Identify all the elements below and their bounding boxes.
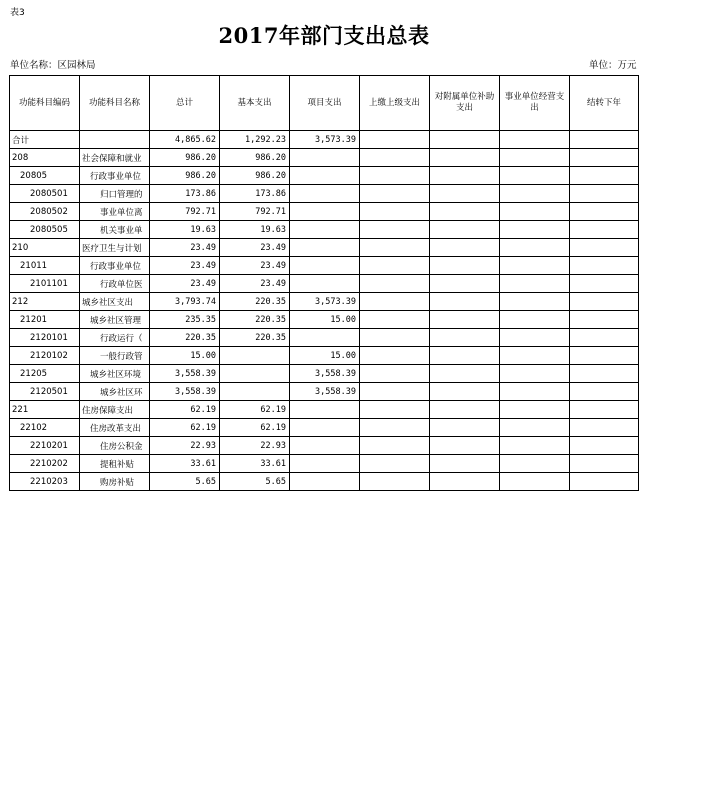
cell-total: 19.63 <box>150 221 220 239</box>
cell-operation <box>500 167 570 185</box>
cell-project <box>290 473 360 491</box>
cell-total: 33.61 <box>150 455 220 473</box>
cell-code: 2210203 <box>10 473 80 491</box>
cell-carryover <box>570 311 639 329</box>
cell-subsidy <box>430 185 500 203</box>
table-row <box>10 131 639 149</box>
cell-project <box>290 329 360 347</box>
column-header-total: 总计 <box>150 76 220 131</box>
cell-basic: 62.19 <box>220 401 290 419</box>
cell-remit <box>360 221 430 239</box>
cell-project: 3,558.39 <box>290 365 360 383</box>
cell-operation <box>500 437 570 455</box>
column-header-code: 功能科目编码 <box>10 76 80 131</box>
cell-operation <box>500 149 570 167</box>
cell-name: 住房保障支出 <box>80 401 150 419</box>
currency-unit-label: 单位：万元 <box>589 60 637 71</box>
table-row <box>10 167 639 185</box>
cell-code: 2120101 <box>10 329 80 347</box>
cell-subsidy <box>430 167 500 185</box>
cell-remit <box>360 437 430 455</box>
table-row <box>10 437 639 455</box>
cell-operation <box>500 203 570 221</box>
cell-name: 一般行政管 <box>80 347 150 365</box>
cell-remit <box>360 185 430 203</box>
cell-basic: 62.19 <box>220 419 290 437</box>
cell-name: 行政事业单位 <box>80 167 150 185</box>
cell-carryover <box>570 275 639 293</box>
cell-code: 22102 <box>10 419 80 437</box>
cell-name: 事业单位离 <box>80 203 150 221</box>
cell-code: 2210202 <box>10 455 80 473</box>
table-row <box>10 401 639 419</box>
cell-code: 208 <box>10 149 80 167</box>
cell-code: 2101101 <box>10 275 80 293</box>
cell-project: 15.00 <box>290 347 360 365</box>
table-row <box>10 221 639 239</box>
cell-code: 2080502 <box>10 203 80 221</box>
cell-operation <box>500 329 570 347</box>
cell-operation <box>500 365 570 383</box>
cell-operation <box>500 419 570 437</box>
cell-project <box>290 401 360 419</box>
cell-operation <box>500 383 570 401</box>
column-header-basic: 基本支出 <box>220 76 290 131</box>
cell-name: 行政运行（ <box>80 329 150 347</box>
cell-basic: 220.35 <box>220 293 290 311</box>
cell-operation <box>500 401 570 419</box>
cell-code: 2080501 <box>10 185 80 203</box>
cell-operation <box>500 311 570 329</box>
cell-remit <box>360 167 430 185</box>
cell-project <box>290 275 360 293</box>
cell-remit <box>360 455 430 473</box>
cell-carryover <box>570 383 639 401</box>
table-row <box>10 311 639 329</box>
cell-subsidy <box>430 473 500 491</box>
table-number-label: 表3 <box>10 8 25 18</box>
cell-name: 提租补贴 <box>80 455 150 473</box>
cell-name: 住房改革支出 <box>80 419 150 437</box>
cell-carryover <box>570 239 639 257</box>
cell-remit <box>360 347 430 365</box>
cell-remit <box>360 131 430 149</box>
cell-carryover <box>570 203 639 221</box>
table-row <box>10 365 639 383</box>
cell-basic: 220.35 <box>220 329 290 347</box>
cell-total: 4,865.62 <box>150 131 220 149</box>
cell-carryover <box>570 131 639 149</box>
cell-carryover <box>570 347 639 365</box>
cell-carryover <box>570 473 639 491</box>
cell-total: 3,793.74 <box>150 293 220 311</box>
table-row <box>10 185 639 203</box>
cell-name: 归口管理的 <box>80 185 150 203</box>
cell-code: 210 <box>10 239 80 257</box>
cell-basic: 1,292.23 <box>220 131 290 149</box>
cell-subsidy <box>430 347 500 365</box>
cell-project: 3,573.39 <box>290 131 360 149</box>
cell-basic: 22.93 <box>220 437 290 455</box>
cell-operation <box>500 221 570 239</box>
cell-code: 合计 <box>10 131 80 149</box>
cell-project <box>290 419 360 437</box>
cell-subsidy <box>430 239 500 257</box>
cell-code: 221 <box>10 401 80 419</box>
cell-operation <box>500 473 570 491</box>
cell-carryover <box>570 455 639 473</box>
cell-remit <box>360 239 430 257</box>
cell-subsidy <box>430 437 500 455</box>
cell-name: 医疗卫生与计划 <box>80 239 150 257</box>
cell-subsidy <box>430 293 500 311</box>
cell-code: 21201 <box>10 311 80 329</box>
cell-project <box>290 257 360 275</box>
cell-total: 235.35 <box>150 311 220 329</box>
cell-subsidy <box>430 221 500 239</box>
table-row <box>10 383 639 401</box>
column-header-operation: 事业单位经营支出 <box>500 76 570 131</box>
cell-carryover <box>570 185 639 203</box>
cell-total: 220.35 <box>150 329 220 347</box>
cell-name: 社会保障和就业 <box>80 149 150 167</box>
cell-project: 15.00 <box>290 311 360 329</box>
cell-subsidy <box>430 419 500 437</box>
cell-remit <box>360 293 430 311</box>
column-header-remit: 上缴上级支出 <box>360 76 430 131</box>
cell-remit <box>360 149 430 167</box>
cell-remit <box>360 311 430 329</box>
unit-name-label: 单位名称：区园林局 <box>10 60 96 71</box>
cell-total: 5.65 <box>150 473 220 491</box>
cell-basic: 23.49 <box>220 275 290 293</box>
cell-name: 机关事业单 <box>80 221 150 239</box>
table-row <box>10 203 639 221</box>
cell-total: 23.49 <box>150 275 220 293</box>
cell-basic: 23.49 <box>220 239 290 257</box>
cell-carryover <box>570 149 639 167</box>
cell-remit <box>360 257 430 275</box>
cell-subsidy <box>430 383 500 401</box>
cell-name <box>80 131 150 149</box>
cell-carryover <box>570 437 639 455</box>
cell-code: 212 <box>10 293 80 311</box>
column-header-project: 项目支出 <box>290 76 360 131</box>
cell-subsidy <box>430 257 500 275</box>
cell-basic: 220.35 <box>220 311 290 329</box>
table-header-row <box>10 76 639 131</box>
column-header-name: 功能科目名称 <box>80 76 150 131</box>
cell-basic: 792.71 <box>220 203 290 221</box>
cell-remit <box>360 401 430 419</box>
cell-subsidy <box>430 311 500 329</box>
cell-total: 173.86 <box>150 185 220 203</box>
cell-code: 2080505 <box>10 221 80 239</box>
cell-project: 3,573.39 <box>290 293 360 311</box>
table-body <box>10 131 639 491</box>
cell-project <box>290 203 360 221</box>
cell-total: 23.49 <box>150 257 220 275</box>
cell-project: 3,558.39 <box>290 383 360 401</box>
cell-code: 21205 <box>10 365 80 383</box>
cell-remit <box>360 473 430 491</box>
cell-operation <box>500 185 570 203</box>
cell-subsidy <box>430 329 500 347</box>
cell-total: 23.49 <box>150 239 220 257</box>
cell-name: 城乡社区管理 <box>80 311 150 329</box>
page-title: 2017年部门支出总表 <box>218 23 430 48</box>
cell-basic: 986.20 <box>220 149 290 167</box>
column-header-subsidy: 对附属单位补助支出 <box>430 76 500 131</box>
cell-name: 行政事业单位 <box>80 257 150 275</box>
cell-subsidy <box>430 365 500 383</box>
cell-carryover <box>570 401 639 419</box>
cell-name: 行政单位医 <box>80 275 150 293</box>
cell-carryover <box>570 365 639 383</box>
cell-code: 2210201 <box>10 437 80 455</box>
cell-basic: 986.20 <box>220 167 290 185</box>
cell-project <box>290 239 360 257</box>
cell-total: 986.20 <box>150 167 220 185</box>
cell-operation <box>500 293 570 311</box>
cell-subsidy <box>430 401 500 419</box>
cell-remit <box>360 419 430 437</box>
cell-remit <box>360 275 430 293</box>
cell-project <box>290 455 360 473</box>
cell-remit <box>360 329 430 347</box>
cell-total: 62.19 <box>150 419 220 437</box>
cell-carryover <box>570 167 639 185</box>
cell-name: 城乡社区环境 <box>80 365 150 383</box>
table-row <box>10 473 639 491</box>
table-row <box>10 149 639 167</box>
cell-subsidy <box>430 131 500 149</box>
cell-total: 792.71 <box>150 203 220 221</box>
cell-project <box>290 437 360 455</box>
table-row <box>10 257 639 275</box>
expenditure-table <box>9 75 639 491</box>
cell-name: 城乡社区环 <box>80 383 150 401</box>
cell-total: 3,558.39 <box>150 365 220 383</box>
cell-basic: 19.63 <box>220 221 290 239</box>
cell-subsidy <box>430 203 500 221</box>
cell-total: 986.20 <box>150 149 220 167</box>
cell-basic <box>220 347 290 365</box>
table-row <box>10 347 639 365</box>
cell-name: 购房补贴 <box>80 473 150 491</box>
cell-basic: 173.86 <box>220 185 290 203</box>
cell-basic: 5.65 <box>220 473 290 491</box>
cell-total: 22.93 <box>150 437 220 455</box>
column-header-carryover: 结转下年 <box>570 76 639 131</box>
cell-subsidy <box>430 149 500 167</box>
cell-code: 2120501 <box>10 383 80 401</box>
cell-total: 62.19 <box>150 401 220 419</box>
cell-remit <box>360 365 430 383</box>
cell-total: 15.00 <box>150 347 220 365</box>
cell-project <box>290 149 360 167</box>
cell-project <box>290 221 360 239</box>
cell-operation <box>500 455 570 473</box>
cell-operation <box>500 275 570 293</box>
cell-project <box>290 167 360 185</box>
cell-remit <box>360 203 430 221</box>
cell-carryover <box>570 221 639 239</box>
cell-operation <box>500 257 570 275</box>
cell-total: 3,558.39 <box>150 383 220 401</box>
table-row <box>10 455 639 473</box>
cell-name: 住房公积金 <box>80 437 150 455</box>
cell-code: 2120102 <box>10 347 80 365</box>
cell-basic <box>220 365 290 383</box>
table-row <box>10 293 639 311</box>
cell-carryover <box>570 293 639 311</box>
cell-carryover <box>570 419 639 437</box>
cell-carryover <box>570 329 639 347</box>
cell-name: 城乡社区支出 <box>80 293 150 311</box>
cell-project <box>290 185 360 203</box>
cell-carryover <box>570 257 639 275</box>
cell-operation <box>500 347 570 365</box>
table-row <box>10 419 639 437</box>
cell-operation <box>500 131 570 149</box>
cell-subsidy <box>430 275 500 293</box>
table-row <box>10 329 639 347</box>
cell-operation <box>500 239 570 257</box>
cell-basic <box>220 383 290 401</box>
cell-subsidy <box>430 455 500 473</box>
table-row <box>10 275 639 293</box>
cell-code: 21011 <box>10 257 80 275</box>
cell-basic: 33.61 <box>220 455 290 473</box>
cell-basic: 23.49 <box>220 257 290 275</box>
table-row <box>10 239 639 257</box>
cell-code: 20805 <box>10 167 80 185</box>
cell-remit <box>360 383 430 401</box>
